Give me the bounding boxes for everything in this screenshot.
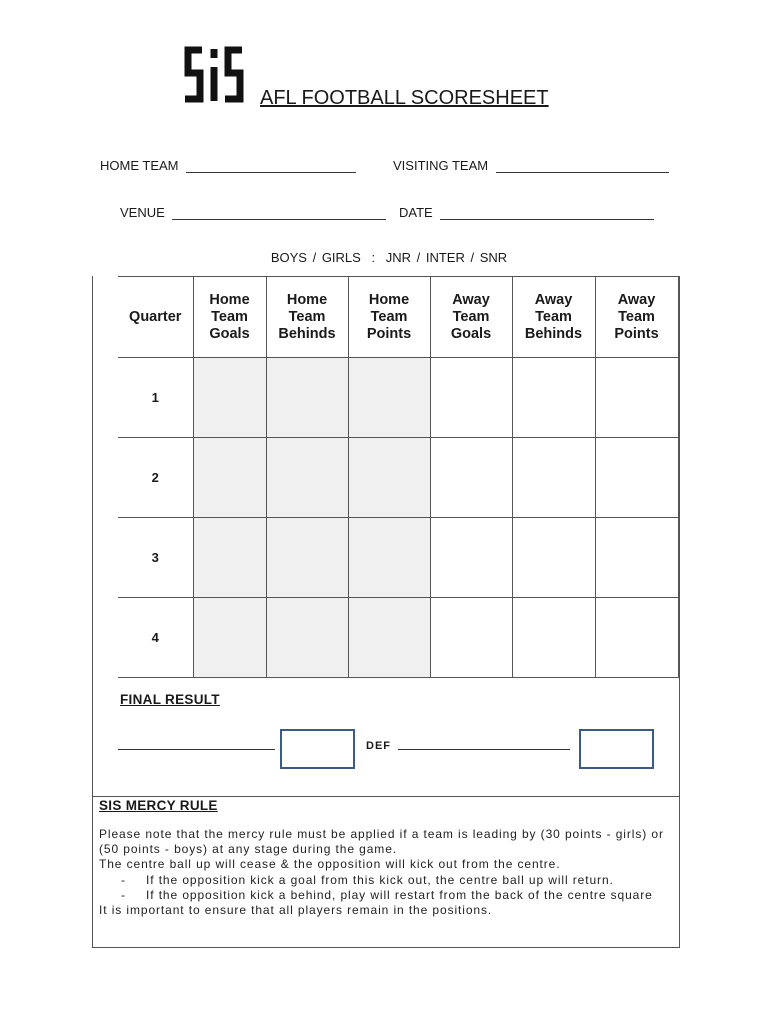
table-header-row	[118, 277, 678, 358]
quarter-number: 2	[118, 438, 193, 518]
away-points-cell[interactable]	[595, 518, 678, 598]
mercy-paragraph: Please note that the mercy rule must be applied if a team is leading by (30 points - girls) or (50 points - boys) at any stage during the game.	[99, 827, 664, 857]
mercy-rule-title: SIS MERCY RULE	[99, 798, 218, 813]
venue-label: VENUE	[120, 205, 165, 220]
separator: /	[416, 250, 421, 265]
home-team-field[interactable]	[100, 158, 356, 173]
away-goals-cell[interactable]	[430, 518, 512, 598]
separator: /	[470, 250, 475, 265]
home-behinds-cell[interactable]	[266, 518, 348, 598]
inter-option[interactable]: INTER	[425, 250, 465, 265]
snr-option[interactable]: SNR	[479, 250, 508, 265]
score-table	[118, 277, 679, 678]
quarter-number: 4	[118, 598, 193, 678]
frame-bottom	[92, 947, 680, 948]
home-goals-cell[interactable]	[193, 598, 266, 678]
visiting-team-line	[496, 160, 669, 173]
away-goals-cell[interactable]	[430, 598, 512, 678]
quarter-number: 1	[118, 358, 193, 438]
mercy-rule-text	[99, 827, 671, 918]
date-label: DATE	[399, 205, 433, 220]
home-behinds-cell[interactable]	[266, 358, 348, 438]
home-behinds-cell[interactable]	[266, 438, 348, 518]
quarter-header: Quarter	[118, 277, 193, 358]
page-title: AFL FOOTBALL SCORESHEET	[260, 87, 549, 109]
date-field[interactable]	[399, 205, 654, 220]
girls-option[interactable]: GIRLS	[321, 250, 361, 265]
category-line	[0, 250, 770, 265]
away-points-cell[interactable]	[595, 598, 678, 678]
quarter-number: 3	[118, 518, 193, 598]
table-row	[118, 438, 678, 518]
home-points-cell[interactable]	[348, 598, 430, 678]
away-points-cell[interactable]	[595, 358, 678, 438]
final-result-label: FINAL RESULT	[120, 692, 220, 707]
away-behinds-cell[interactable]	[512, 518, 595, 598]
mercy-bullet: - If the opposition kick a goal from this kick out, the centre ball up will return.	[121, 872, 614, 887]
jnr-option[interactable]: JNR	[385, 250, 411, 265]
visiting-team-label: VISITING TEAM	[393, 158, 489, 173]
away-goals-header: Away Team Goals	[430, 277, 512, 358]
frame-left	[92, 276, 93, 948]
loser-name-line[interactable]	[398, 749, 570, 750]
bullet-marker: -	[121, 887, 126, 902]
venue-field[interactable]	[120, 205, 386, 220]
home-behinds-header: Home Team Behinds	[266, 277, 348, 358]
away-behinds-header: Away Team Behinds	[512, 277, 595, 358]
home-points-cell[interactable]	[348, 358, 430, 438]
separator: /	[312, 250, 317, 265]
date-line	[440, 207, 654, 220]
def-label: DEF	[366, 740, 391, 752]
away-behinds-cell[interactable]	[512, 358, 595, 438]
away-points-cell[interactable]	[595, 438, 678, 518]
table-row	[118, 598, 678, 678]
frame-right	[679, 276, 680, 948]
winner-name-line[interactable]	[118, 749, 275, 750]
away-behinds-cell[interactable]	[512, 438, 595, 518]
home-points-header: Home Team Points	[348, 277, 430, 358]
loser-score-box[interactable]	[579, 729, 654, 769]
away-goals-cell[interactable]	[430, 438, 512, 518]
sis-logo	[182, 45, 246, 105]
venue-line	[172, 207, 386, 220]
bullet-marker: -	[121, 872, 126, 887]
home-behinds-cell[interactable]	[266, 598, 348, 678]
away-behinds-cell[interactable]	[512, 598, 595, 678]
home-goals-cell[interactable]	[193, 518, 266, 598]
visiting-team-field[interactable]	[393, 158, 669, 173]
table-row	[118, 518, 678, 598]
winner-score-box[interactable]	[280, 729, 355, 769]
home-goals-header: Home Team Goals	[193, 277, 266, 358]
home-goals-cell[interactable]	[193, 358, 266, 438]
separator: :	[371, 250, 376, 265]
home-team-line	[186, 160, 356, 173]
home-points-cell[interactable]	[348, 518, 430, 598]
away-points-header: Away Team Points	[595, 277, 678, 358]
home-goals-cell[interactable]	[193, 438, 266, 518]
home-points-cell[interactable]	[348, 438, 430, 518]
boys-option[interactable]: BOYS	[270, 250, 307, 265]
mercy-bullet: - If the opposition kick a behind, play will restart from the back of the centre square	[121, 887, 653, 902]
home-team-label: HOME TEAM	[100, 158, 179, 173]
away-goals-cell[interactable]	[430, 358, 512, 438]
mercy-paragraph: The centre ball up will cease & the opposition will kick out from the centre.	[99, 857, 561, 872]
section-divider	[92, 796, 680, 797]
mercy-paragraph: It is important to ensure that all players remain in the positions.	[99, 903, 493, 918]
table-row	[118, 358, 678, 438]
